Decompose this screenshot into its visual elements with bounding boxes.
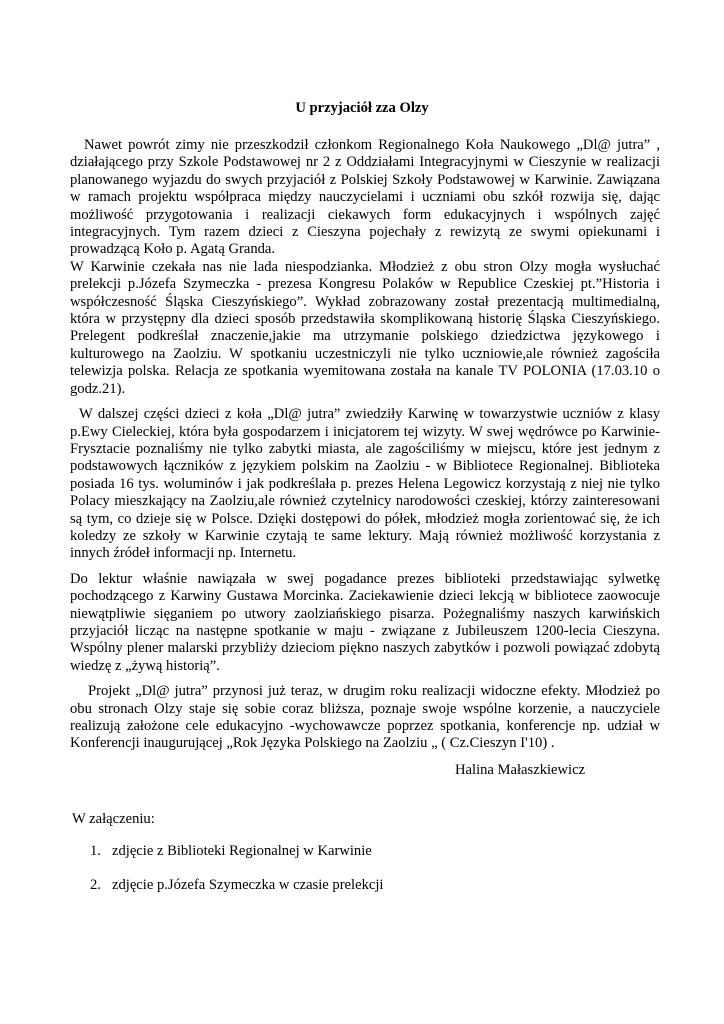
document-title: U przyjaciół zza Olzy (295, 100, 429, 116)
paragraph (70, 406, 660, 563)
list-item (90, 877, 383, 894)
attachments-heading: W załączeniu: (72, 811, 155, 827)
attachments-list (90, 843, 383, 894)
paragraph-text: W dalszej części dzieci z koła „Dl@ jutra” zwiedziły Karwinę w towarzystwie uczniów z klasy p.Ewy Cieleckiej, która była gospodarzem i inicjatorem tej wizyty. W swej wędrówce po Karwinie-Frysztacie poznaliśmy nie tylko zabytki miasta, ale zagościliśmy w miejscu, które jest jednym z podstawowych łączników z językiem polskim na Zaolziu - w Bibliotece Regionalnej. Biblioteka posiada 16 tys. woluminów i jak podkreślała p. prezes Helena Legowicz korzystają z niej nie tylko Polacy mieszkający na Zaolziu,ale również czytelnicy narodowości czeskiej, którzy zainteresowani są tym, co dzieje się w Polsce. Dzięki dostępowi do półek, młodzież mogła zorientować się, że ich koledzy ze szkoły w Karwinie czytają te same lektury. Mają również możliwość korzystania z innych źródeł informacji np. Internetu. (70, 406, 660, 562)
list-item-text: zdjęcie p.Józefa Szymeczka w czasie prelekcji (112, 877, 384, 893)
document-body (70, 137, 660, 753)
paragraph-text: Nawet powrót zimy nie przeszkodził członkom Regionalnego Koła Naukowego „Dl@ jutra” , działającego przy Szkole Podstawowej nr 2 z Oddziałami Integracyjnymi w Cieszynie w realizacji planowanego wyjazdu do swych przyjaciół z Polskiej Szkoły Podstawowej w Karwinie. Zawiązana w ramach projektu współpraca między nauczycielami i uczniami obu szkół rozwija się, dając możliwość przygotowania i realizacji ciekawych form edukacyjnych i wspólnych zajęć integracyjnych. Tym razem dzieci z Cieszyna pojechały z rewizytą ze swymi opiekunami i prowadzącą Koło p. Agatą Granda. (70, 137, 660, 258)
paragraph-text: Projekt „Dl@ jutra” przynosi już teraz, w drugim roku realizacji widoczne efekty. Młodzież po obu stronach Olzy staje się sobie coraz bliższa, poznaje swoje wspólne korzenie, a nauczyciele realizują założone cele edukacyjno -wychowawcze poprzez spotkania, konferencje np. udział w Konferencji inaugurującej „Rok Języka Polskiego na Zaolziu „ ( Cz.Cieszyn I'10) . (70, 683, 660, 752)
author-signature: Halina Małaszkiewicz (455, 762, 586, 778)
list-item-number: 2. (90, 877, 101, 893)
paragraph-text: W Karwinie czekała nas nie lada niespodzianka. Młodzież z obu stron Olzy mogła wysłuchać prelekcji p.Józefa Szymeczka - prezesa Kongresu Polaków w Republice Czeskiej pt.”Historia i współczesność Śląska Cieszyńskiego”. Wykład zobrazowany został prezentacją multimedialną, która w przystępny dla dzieci sposób przedstawiła skomplikowaną historię Śląska Cieszyńskiego. Prelegent podkreślał znaczenie,jakie ma utrzymanie polskiego dziedzictwa językowego i kulturowego na Zaolziu. W spotkaniu uczestniczyli nie tylko uczniowie,ale również zagościła telewizja polska. Relacja ze spotkania wyemitowana została na kanale TV POLONIA (17.03.10 o godz.21). (70, 258, 660, 397)
paragraph (70, 571, 660, 675)
paragraph (70, 683, 660, 753)
list-item-number: 1. (90, 843, 101, 859)
list-item (90, 843, 383, 860)
paragraph (70, 259, 660, 398)
list-item-text: zdjęcie z Biblioteki Regionalnej w Karwinie (112, 843, 372, 859)
paragraph-text: Do lektur właśnie nawiązała w swej pogadance prezes biblioteki przedstawiając sylwetkę pochodzącego z Karwiny Gustawa Morcinka. Zaciekawienie dzieci lekcją w bibliotece zaowocuje niewątpliwie sięganiem po utwory zaolziańskiego pisarza. Pożegnaliśmy naszych karwińskich przyjaciół licząc na następne spotkanie w maju - związane z Jubileuszem 1200-lecia Cieszyna. Wspólny plener malarski przybliży dzieciom piękno naszych zabytków i pozwoli powiązać zdobytą wiedzę z „żywą historią”. (70, 570, 660, 674)
paragraph (70, 137, 660, 259)
